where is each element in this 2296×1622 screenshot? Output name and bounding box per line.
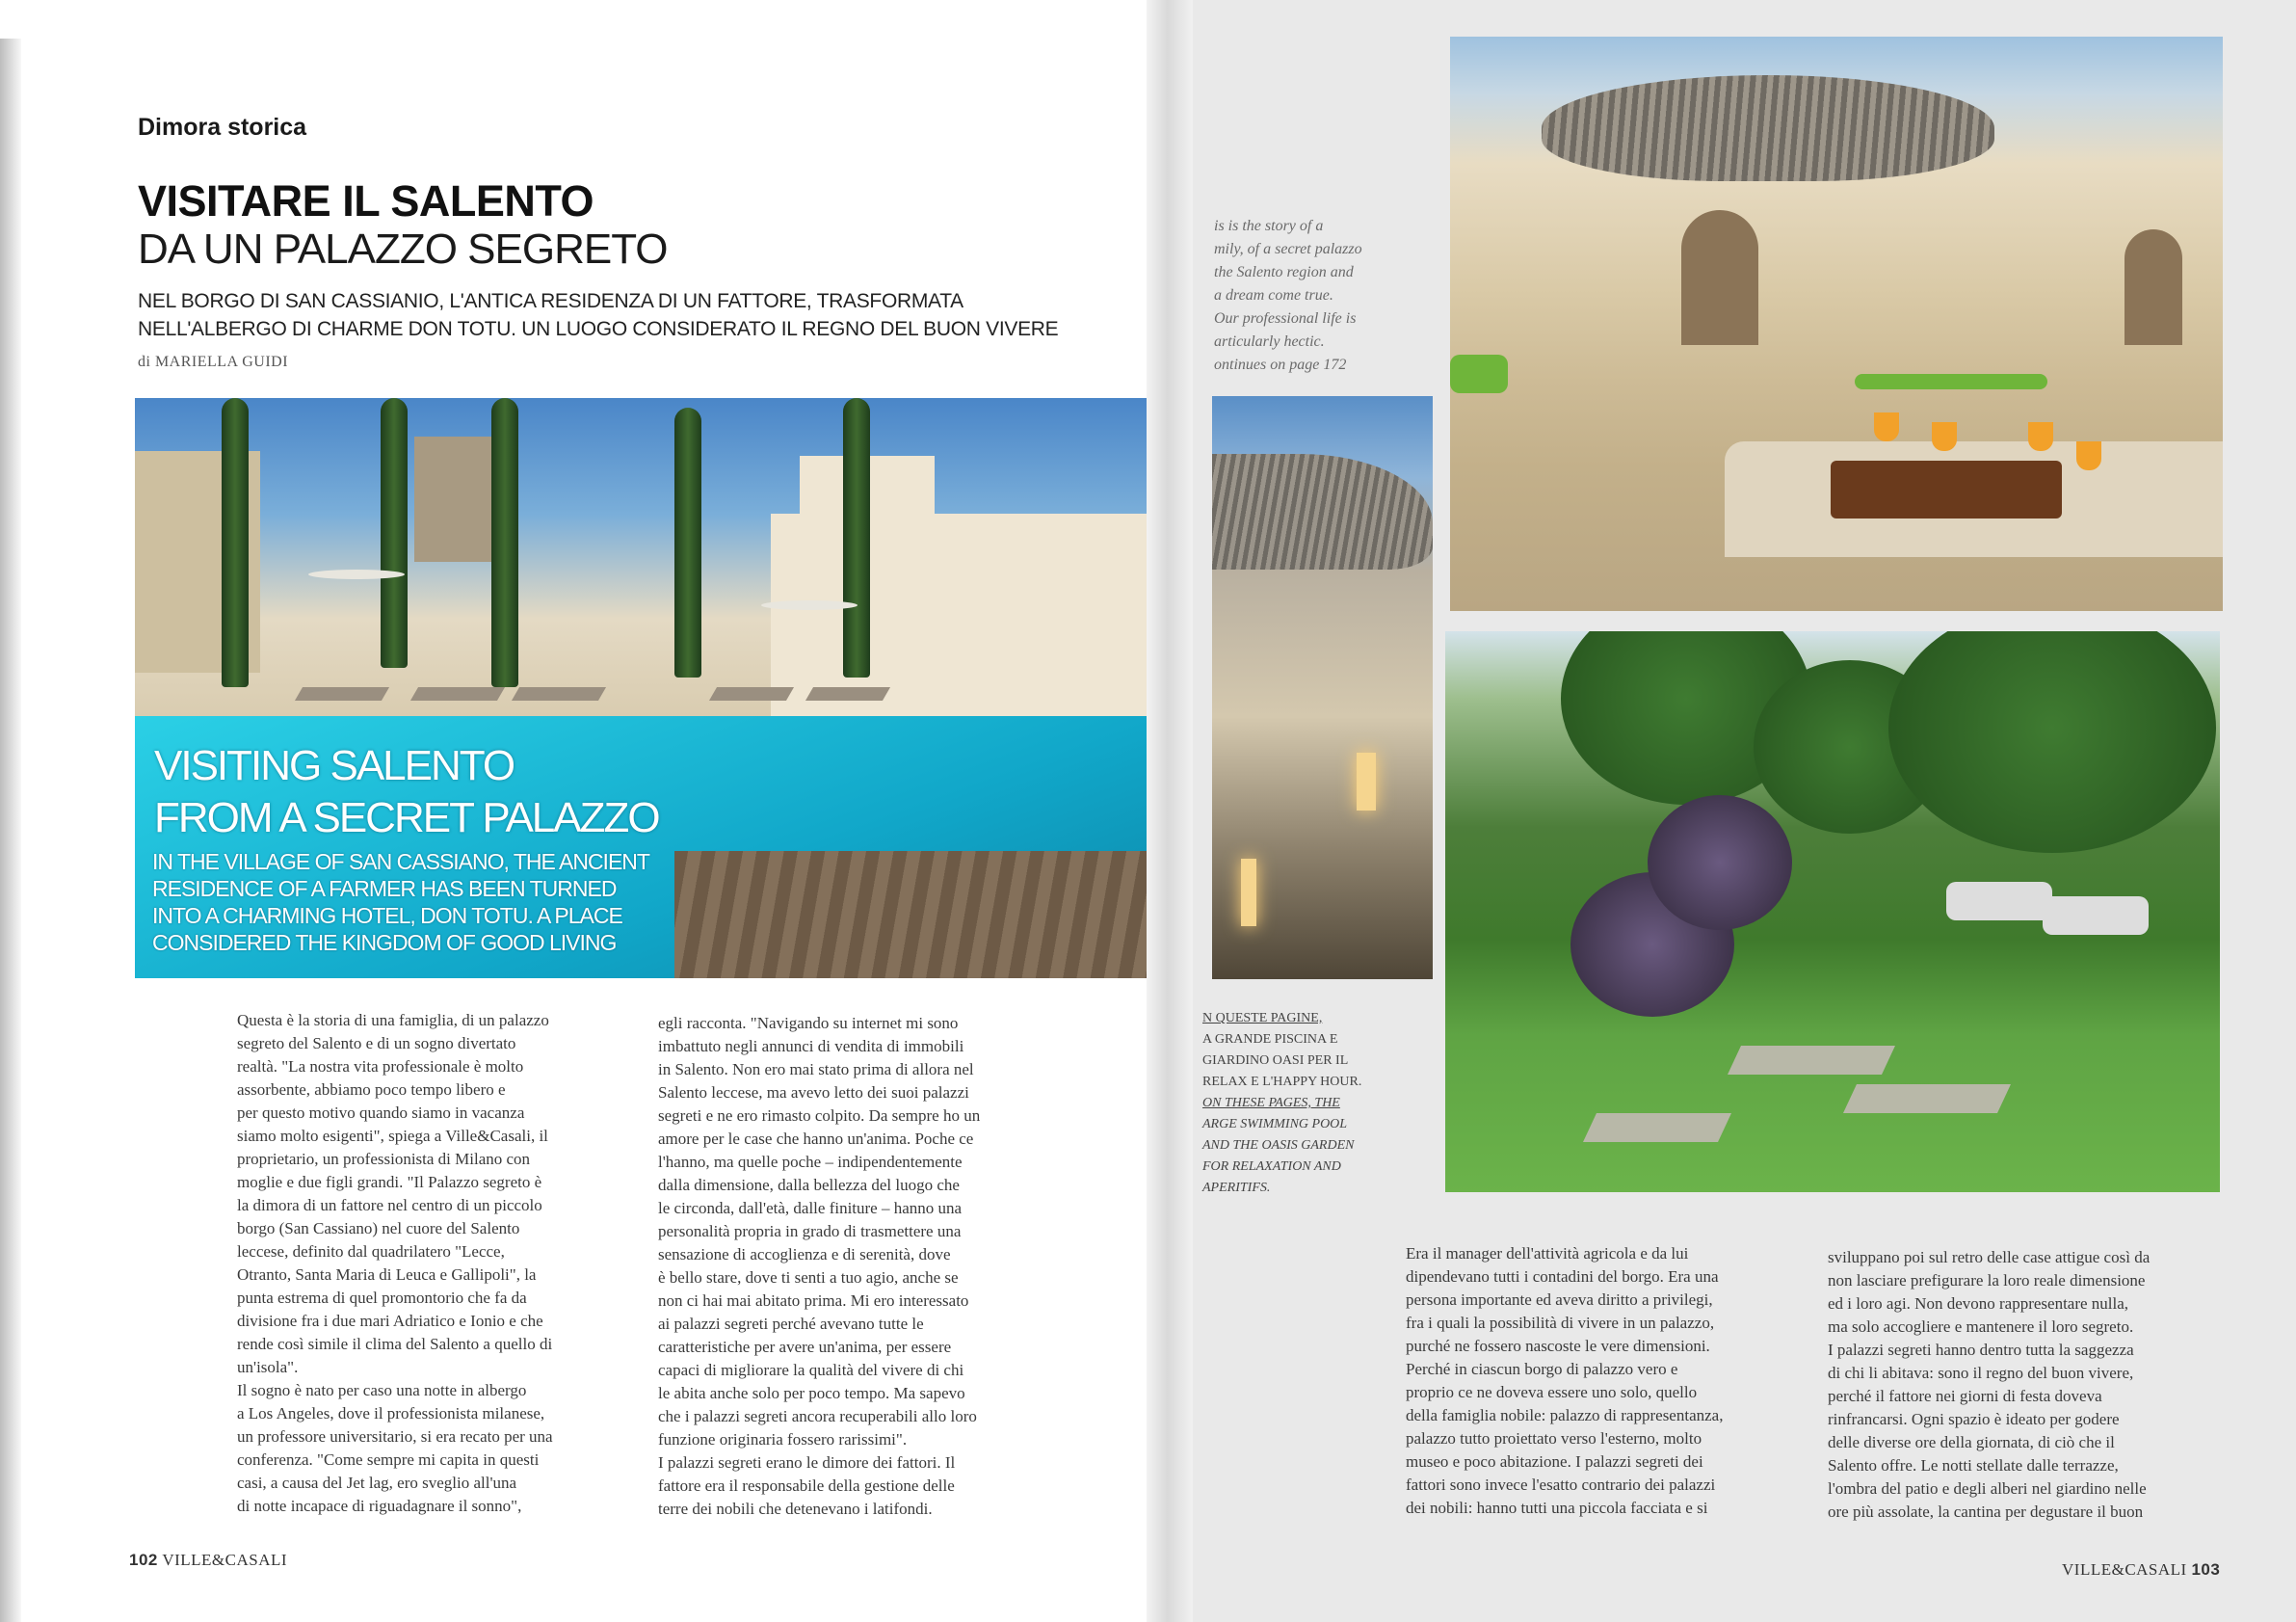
hero-photo-pool <box>135 398 1147 978</box>
umbrella <box>308 570 405 579</box>
headline-line-1: VISITARE IL SALENTO <box>138 176 594 226</box>
sun-lounger <box>512 687 606 701</box>
deck-line-2: NELL'ALBERGO DI CHARME DON TOTU. UN LUOGO CONSIDERATO IL REGNO DEL BUON VIVERE <box>138 318 1059 340</box>
lantern <box>1241 859 1256 926</box>
magazine-name: VILLE&CASALI <box>162 1551 288 1569</box>
caption-line: RELAX E L'HAPPY HOUR. <box>1202 1075 1362 1089</box>
deck-text <box>138 287 1063 343</box>
spine-gutter <box>1147 0 1193 1622</box>
caption-line: is is the story of a <box>1214 218 1324 234</box>
green-cushion <box>1450 355 1508 393</box>
folio-left <box>129 1551 287 1570</box>
hero-subtitle-line: INTO A CHARMING HOTEL, DON TOTU. A PLACE <box>152 903 622 928</box>
garden-sofa <box>2043 896 2149 935</box>
hero-title-line-1: VISITING SALENTO <box>154 742 515 789</box>
arch <box>2124 229 2182 345</box>
caption-line: articularly hectic. <box>1214 333 1325 350</box>
body-column-3 <box>1406 1242 1783 1520</box>
wooden-tray <box>1831 461 2062 519</box>
garden-sofa <box>1946 882 2052 920</box>
caption-line: a dream come true. <box>1214 287 1333 304</box>
hero-subtitle <box>152 848 692 956</box>
caption-line: A GRANDE PISCINA E <box>1202 1032 1338 1047</box>
sun-lounger <box>709 687 794 701</box>
hero-title <box>154 740 659 844</box>
caption-line: APERITIFS. <box>1202 1181 1271 1195</box>
caption-line: ARGE SWIMMING POOL <box>1202 1117 1348 1131</box>
green-cushion <box>1855 374 2047 389</box>
stepping-stone <box>1583 1113 1731 1142</box>
hero-subtitle-line: CONSIDERED THE KINGDOM OF GOOD LIVING <box>152 930 617 955</box>
woven-canopy <box>1212 454 1433 570</box>
body-text: Era il manager dell'attività agricola e da lui dipendevano tutti i contadini del borgo. Era una persona importante ed aveva diritto a privilegi, fra i quali la possibilità di vivere in un palazzo, purché ne fossero nascoste le vere dimensioni. Perché in ciascun borgo di palazzo vero e proprio ce ne doveva essere uno solo, quello della famiglia nobile: palazzo di rappresentanza, palazzo tutto proiettato verso l'esterno, molto museo e poco abitazione. I palazzi segreti dei fattori sono invece l'esatto contrario dei palazzi dei nobili: hanno tutti una piccola facciata e si <box>1406 1244 1724 1517</box>
caption-line: ontinues on page 172 <box>1214 357 1347 373</box>
byline: di MARIELLA GUIDI <box>138 354 289 370</box>
tree <box>1888 631 2216 853</box>
caption-line: Our professional life is <box>1214 310 1357 327</box>
hero-title-line-2: FROM A SECRET PALAZZO <box>154 794 659 841</box>
umbrella <box>761 600 858 610</box>
caption-line: FOR RELAXATION AND <box>1202 1159 1341 1174</box>
wicker-chair <box>1648 795 1792 930</box>
sun-lounger <box>410 687 505 701</box>
photo-oasis-garden <box>1445 631 2220 1192</box>
caption-english-intro <box>1214 215 1416 377</box>
cypress-tree <box>222 398 249 687</box>
deck-line-1: NEL BORGO DI SAN CASSIANIO, L'ANTICA RESIDENZA DI UN FATTORE, TRASFORMATA <box>138 290 963 312</box>
page-edge-shadow <box>0 39 21 1622</box>
body-text: Questa è la storia di una famiglia, di un palazzo segreto del Salento e di un sogno divertato realtà. "La nostra vita professionale è molto assorbente, abbiamo poco tempo libero e per questo motivo quando siamo in vacanza siamo molto esigenti", spiega a Ville&Casali, il proprietario, un professionista di Milano con moglie e due figli grandi. "Il Palazzo segreto è la dimora di un fattore nel centro di un piccolo borgo (San Cassiano) nel cuore del Salento leccese, definito dal quadrilatero "Lecce, Otranto, Santa Maria di Leuca e Gallipoli", la punta estrema di quel promontorio che fa da divisione fra i due mari Adriatico e Ionio e che rende così simile il clima del Salento a quello di un'isola". Il sogno è nato per caso una notte in albergo a Los Angeles, dove il professionista milanese, un professore universitario, si era recato per una conferenza. "Come sempre mi capita in questi casi, a causa del Jet lag, ero sveglio all'una di notte incapace di riguadagnare il sonno", <box>237 1011 553 1515</box>
white-building <box>771 514 1147 716</box>
stepping-stone <box>1843 1084 2011 1113</box>
caption-line: mily, of a secret palazzo <box>1214 241 1362 257</box>
folio-right <box>2062 1560 2220 1580</box>
cypress-tree <box>491 398 518 687</box>
spritz-glass <box>1874 412 1899 441</box>
photo-terrace-aperitif <box>1450 37 2223 611</box>
magazine-name: VILLE&CASALI <box>2062 1560 2187 1579</box>
wooden-deck <box>674 851 1147 978</box>
tower <box>414 437 491 562</box>
stepping-stone <box>1728 1046 1895 1075</box>
left-page <box>0 0 1147 1622</box>
spritz-glass <box>2076 441 2101 470</box>
body-column-1 <box>237 1009 624 1518</box>
sun-lounger <box>805 687 890 701</box>
page-number: 103 <box>2191 1560 2221 1579</box>
cypress-tree <box>674 408 701 678</box>
headline-line-2: DA UN PALAZZO SEGRETO <box>138 226 668 273</box>
caption-line: GIARDINO OASI PER IL <box>1202 1053 1349 1068</box>
section-label: Dimora storica <box>138 114 307 141</box>
spritz-glass <box>2028 422 2053 451</box>
caption-line: ON THESE PAGES, THE <box>1202 1096 1340 1110</box>
cypress-tree <box>843 398 870 678</box>
caption-pages <box>1202 1008 1426 1199</box>
woven-canopy <box>1542 75 1994 181</box>
sun-lounger <box>295 687 389 701</box>
cypress-tree <box>381 398 408 668</box>
caption-line: AND THE OASIS GARDEN <box>1202 1138 1355 1153</box>
caption-line: the Salento region and <box>1214 264 1354 280</box>
photo-night-patio <box>1212 396 1433 979</box>
body-column-2 <box>658 1012 1045 1521</box>
page-number: 102 <box>129 1551 158 1569</box>
arch <box>1681 210 1758 345</box>
body-column-4 <box>1828 1246 2223 1524</box>
hero-subtitle-line: RESIDENCE OF A FARMER HAS BEEN TURNED <box>152 876 617 901</box>
body-text: egli racconta. "Navigando su internet mi sono imbattuto negli annunci di vendita di immobili in Salento. Non ero mai stato prima di allora nel Salento leccese, ma avevo letto dei suoi palazzi segreti e ne ero rimasto colpito. Da sempre ho un amore per le case che hanno un'anima. Poche ce l'hanno, ma quelle poche – indipendentemente dalla dimensione, dalla bellezza del luogo che le circonda, dall'età, dalle finiture – hanno una personalità propria in grado di trasmettere una sensazione di accoglienza e di serenità, dove è bello stare, dove ti senti a tuo agio, anche se non ci hai mai abitato prima. Mi ero interessato ai palazzi segreti perché avevano tutte le caratteristiche per avere un'anima, per essere capaci di migliorare la qualità del vivere di chi le abita anche solo per poco tempo. Ma sapevo che i palazzi segreti ancora recuperabili allo loro funzione originaria fossero rarissimi". I palazzi segreti erano le dimore dei fattori. Il fattore era il responsabile della gestione delle terre dei nobili che detenevano i latifondi. <box>658 1014 981 1518</box>
caption-line: N QUESTE PAGINE, <box>1202 1011 1323 1025</box>
hero-subtitle-line: IN THE VILLAGE OF SAN CASSIANO, THE ANCIENT <box>152 849 649 874</box>
spritz-glass <box>1932 422 1957 451</box>
lantern <box>1357 753 1376 811</box>
body-text: sviluppano poi sul retro delle case attigue così da non lasciare prefigurare la loro reale dimensione ed i loro agi. Non devono rappresentare nulla, ma solo accogliere e mantenere il loro segreto. I palazzi segreti hanno dentro tutta la saggezza di chi li abitava: sono il regno del buon vivere, perché il fattore nei giorni di festa doveva rinfrancarsi. Ogni spazio è ideato per godere delle diverse ore della giornata, di ciò che il Salento offre. Le notti stellate dalle terrazze, l'ombra del patio e degli alberi nel giardino nelle ore più assolate, la cantina per degustare il buon <box>1828 1248 2151 1521</box>
